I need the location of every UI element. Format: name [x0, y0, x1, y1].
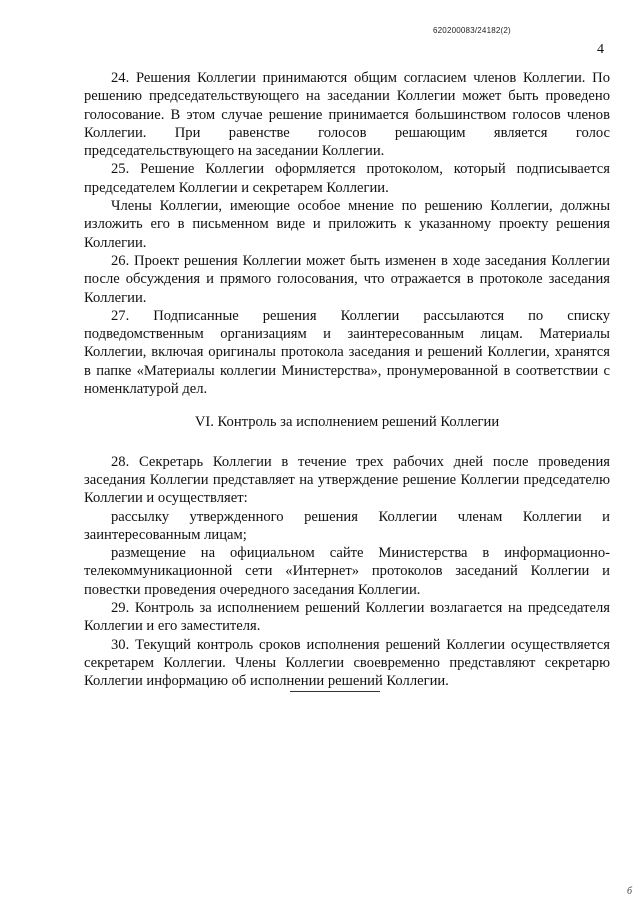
paragraph-24: 24. Решения Коллегии принимаются общим согласием членов Коллегии. По решению председательствующего на заседании Коллегии может быть проведено голосование. В этом случае решение принимается большинством голосов членов Коллегии. При равенстве голосов решающим является голос председательствующего на заседании Коллегии. [84, 70, 610, 160]
paragraph-29: 29. Контроль за исполнением решений Коллегии возлагается на председателя Коллегии и его заместителя. [84, 600, 610, 635]
paragraph-30: 30. Текущий контроль сроков исполнения решений Коллегии осуществляется секретарем Коллегии. Члены Коллегии своевременно представляют секретарю Коллегии информацию об исполнении решений Коллегии. [84, 636, 610, 690]
page-number: 4 [597, 42, 604, 57]
paragraph-26: 26. Проект решения Коллегии может быть изменен в ходе заседания Коллегии после обсуждения и прямого голосования, что отражается в протоколе заседания Коллегии. [84, 252, 610, 306]
paragraph-28-item-mailing: рассылку утвержденного решения Коллегии членам Коллегии и заинтересованным лицам; [84, 508, 610, 543]
end-divider [290, 691, 380, 692]
paragraph-25: 25. Решение Коллегии оформляется протоколом, который подписывается председателем Коллегии и секретарем Коллегии. [84, 161, 610, 196]
paragraph-28: 28. Секретарь Коллегии в течение трех рабочих дней после проведения заседания Коллегии представляет на утверждение решение Коллегии председателю Коллегии и осуществляет: [84, 453, 610, 507]
paragraph-28-item-publishing: размещение на официальном сайте Министерства в информационно-телекоммуникационной сети «Интернет» протоколов заседаний Коллегии и повестки проведения очередного заседания Коллегии. [84, 545, 610, 598]
section-heading: VI. Контроль за исполнением решений Коллегии [194, 414, 500, 431]
document-id: 620200083/24182(2) [433, 26, 511, 35]
document-body [84, 69, 610, 691]
corner-mark: б [627, 886, 633, 897]
paragraph-25-dissent: Члены Коллегии, имеющие особое мнение по решению Коллегии, должны изложить его в письменном виде и приложить к указанному проекту решения Коллегии. [84, 198, 610, 251]
paragraph-27: 27. Подписанные решения Коллегии рассылаются по списку подведомственным организациям и заинтересованным лицам. Материалы Коллегии, включая оригиналы протокола заседания и решений Коллегии, хранятся в папке «Материалы коллегии Министерства», пронумерованной в соответствии с номенклатурой дел. [84, 307, 610, 398]
